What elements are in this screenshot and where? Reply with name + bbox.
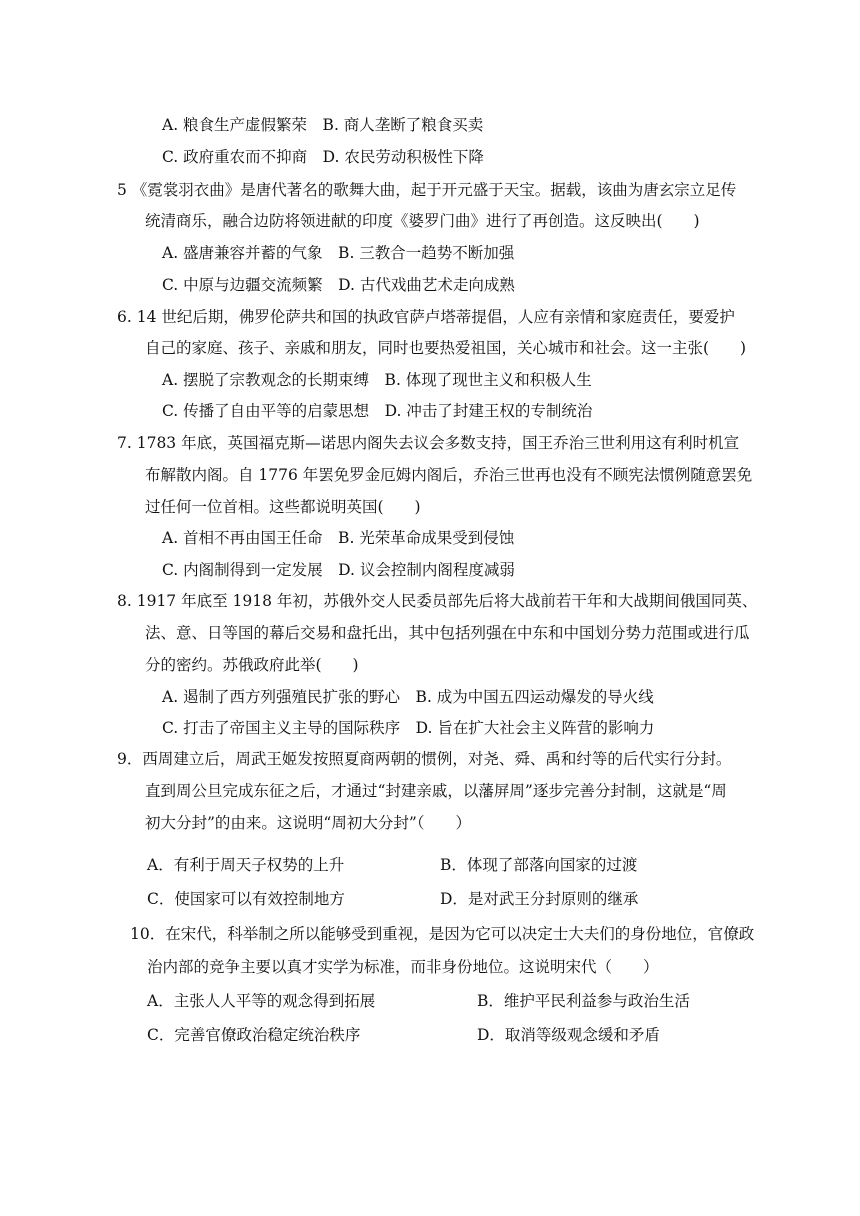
q10-option-a: A．主张人人平等的观念得到拓展 (147, 992, 376, 1010)
q6-option-row-2: C. 传播了自由平等的启蒙思想 D. 冲击了封建王权的专制统治 (162, 402, 593, 420)
q7-stem-line-3: 过任何一位首相。这些都说明英国( ) (145, 498, 421, 516)
q6-stem-line-2: 自己的家庭、孩子、亲戚和朋友，同时也要热爱祖国，关心城市和社会。这一主张( ) (145, 339, 747, 357)
q7-stem-line-1: 7. 1783 年底，英国福克斯—诺思内阁失去议会多数支持，国王乔治三世利用这有利时机宣 (117, 434, 740, 452)
q6-stem-line-1: 6. 14 世纪后期，佛罗伦萨共和国的执政官萨卢塔蒂提倡，人应有亲情和家庭责任，要爱护 (117, 308, 735, 326)
q10-stem-line-2: 治内部的竞争主要以真才实学为标准，而非身份地位。这说明宋代（ ） (147, 958, 659, 976)
q10-option-d: D．取消等级观念缓和矛盾 (477, 1026, 660, 1044)
q8-option-row-2: C. 打击了帝国主义主导的国际秩序 D. 旨在扩大社会主义阵营的影响力 (162, 719, 655, 737)
q4-option-row-1: A. 粮食生产虚假繁荣 B. 商人垄断了粮食买卖 (162, 116, 484, 134)
q10-option-c: C．完善官僚政治稳定统治秩序 (147, 1026, 361, 1044)
q10-option-b: B．维护平民利益参与政治生活 (477, 992, 690, 1010)
q6-option-row-1: A. 摆脱了宗教观念的长期束缚 B. 体现了现世主义和积极人生 (162, 371, 592, 389)
q5-stem-line-2: 统清商乐，融合边防将领进献的印度《婆罗门曲》进行了再创造。这反映出( ) (145, 212, 700, 230)
q9-option-c: C．使国家可以有效控制地方 (147, 890, 345, 908)
q8-stem-line-3: 分的密约。苏俄政府此举( ) (145, 656, 359, 674)
q9-stem-line-2: 直到周公旦完成东征之后，才通过“封建亲戚，以藩屏周”逐步完善分封制，这就是“周 (145, 782, 727, 800)
q5-option-row-1: A. 盛唐兼容并蓄的气象 B. 三教合一趋势不断加强 (162, 244, 515, 262)
q8-stem-line-2: 法、意、日等国的幕后交易和盘托出，其中包括列强在中东和中国划分势力范围或进行瓜 (145, 624, 750, 642)
q10-stem-line-1: 10．在宋代，科举制之所以能够受到重视，是因为它可以决定士大夫们的身份地位，官僚政 (130, 925, 755, 943)
q8-option-row-1: A. 遏制了西方列强殖民扩张的野心 B. 成为中国五四运动爆发的导火线 (162, 688, 654, 706)
q9-option-a: A．有利于周天子权势的上升 (147, 856, 345, 874)
q9-stem-line-1: 9．西周建立后，周武王姬发按照夏商两朝的惯例，对尧、舜、禹和纣等的后代实行分封。 (117, 750, 732, 768)
q7-option-row-1: A. 首相不再由国王任命 B. 光荣革命成果受到侵蚀 (162, 529, 515, 547)
q8-stem-line-1: 8. 1917 年底至 1918 年初，苏俄外交人民委员部先后将大战前若干年和大战期间俄国同英、 (117, 592, 758, 610)
q5-stem-line-1: 5 《霓裳羽衣曲》是唐代著名的歌舞大曲，起于开元盛于天宝。据载，该曲为唐玄宗立足传 (117, 181, 737, 199)
q7-stem-line-2: 布解散内阁。自 1776 年罢免罗金厄姆内阁后，乔治三世再也没有不顾宪法惯例随意罢免 (145, 466, 753, 484)
q9-option-d: D．是对武王分封原则的继承 (440, 890, 639, 908)
q4-option-row-2: C. 政府重农而不抑商 D. 农民劳动积极性下降 (162, 148, 484, 166)
q9-stem-line-3: 初大分封”的由来。这说明“周初大分封”（ ） (145, 814, 472, 832)
q9-option-b: B．体现了部落向国家的过渡 (440, 856, 638, 874)
q5-option-row-2: C. 中原与边疆交流频繁 D. 古代戏曲艺术走向成熟 (162, 276, 515, 294)
q7-option-row-2: C. 内阁制得到一定发展 D. 议会控制内阁程度减弱 (162, 561, 515, 579)
